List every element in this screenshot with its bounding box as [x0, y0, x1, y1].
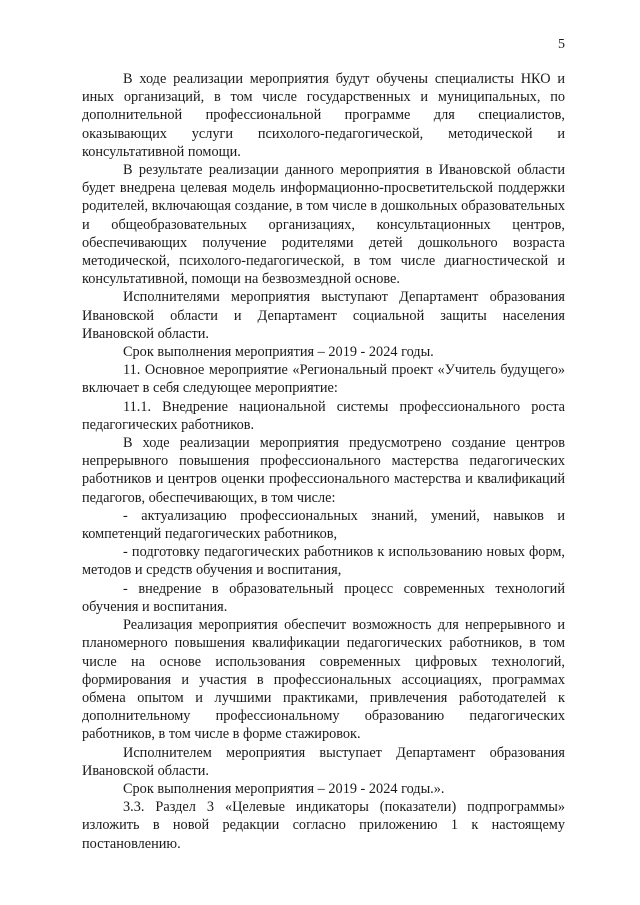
- paragraph-executor-department: Исполнителем мероприятия выступает Департамент образования Ивановской области.: [82, 744, 565, 779]
- list-item-knowledge-update: - актуализацию профессиональных знаний, умений, навыков и компетенций педагогических работников,: [82, 507, 565, 543]
- paragraph-main-activity-11: 11. Основное мероприятие «Региональный проект «Учитель будущего» включает в себя следующее мероприятие:: [82, 362, 565, 397]
- paragraph-section-3-3: 3.3. Раздел 3 «Целевые индикаторы (показатели) подпрограммы» изложить в новой редакции согласно приложению 1 к настоящему постановлению.: [82, 799, 565, 852]
- document-body: [82, 70, 565, 853]
- list-item-modern-technologies: - внедрение в образовательный процесс современных технологий обучения и воспитания.: [82, 580, 565, 615]
- page-number: 5: [558, 37, 565, 52]
- paragraph-target-model: В результате реализации данного мероприятия в Ивановской области будет внедрена целевая модель информационно-просветительской поддержки родителей, включающая создание, в том числе в дошкольных образовательных и общеобразовательных организациях, консультационных центров, обеспечивающих получение родителями детей дошкольного возраста методической, психолого-педагогической, в том числе диагностической и консультативной, помощи на безвозмездной основе.: [82, 162, 565, 288]
- paragraph-activity-11-1: 11.1. Внедрение национальной системы профессионального роста педагогических работников.: [82, 398, 565, 433]
- paragraph-deadline: Срок выполнения мероприятия – 2019 - 2024 годы.: [123, 344, 434, 361]
- paragraph-deadline-final: Срок выполнения мероприятия – 2019 - 2024 годы.».: [123, 780, 445, 797]
- list-item-teacher-training: - подготовку педагогических работников к использованию новых форм, методов и средств обучения и воспитания,: [82, 544, 565, 579]
- paragraph-centers-creation: В ходе реализации мероприятия предусмотрено создание центров непрерывного повышения профессионального мастерства педагогических работников и центров оценки профессионального мастерства и квалификаций педагогов, обеспечивающих, в том числе:: [82, 435, 565, 506]
- paragraph-executors: Исполнителями мероприятия выступают Департамент образования Ивановской области и Департамент социальной защиты населения Ивановской области.: [82, 289, 565, 342]
- paragraph-nko-training: В ходе реализации мероприятия будут обучены специалисты НКО и иных организаций, в том числе государственных и муниципальных, по дополнительной профессиональной программе для специалистов, оказывающих услуги психолого-педагогической, методической и консультативной помощи.: [82, 71, 565, 160]
- paragraph-implementation-result: Реализация мероприятия обеспечит возможность для непрерывного и планомерного повышения квалификации педагогических работников, в том числе на основе использования современных цифровых технологий, формирования и участия в профессиональных ассоциациях, программах обмена опытом и лучшими практиками, привлечения работодателей к дополнительному профессиональному образованию педагогических работников, в том числе в форме стажировок.: [82, 617, 565, 743]
